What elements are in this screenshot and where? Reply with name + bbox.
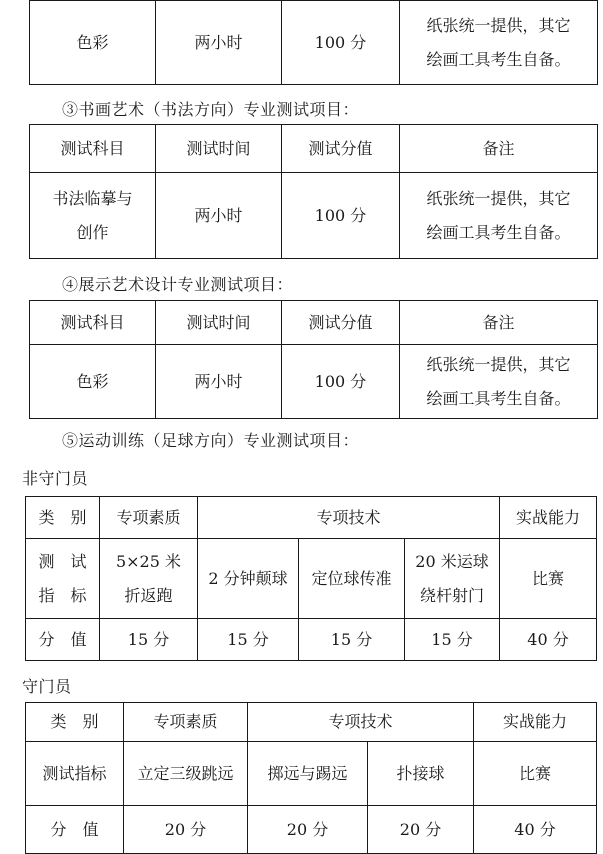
subject-cell: 书法临摹与 创作 [30, 173, 156, 259]
score-value: 15 分 [100, 619, 198, 661]
note-cell: 纸张统一提供，其它 绘画工具考生自备。 [400, 173, 598, 259]
tech-item-juggling: 2 分钟颠球 [198, 539, 299, 619]
header-subject: 测试科目 [30, 301, 156, 345]
table-section2-continued [29, 0, 598, 85]
table-goalkeeper [25, 702, 597, 854]
section3-heading: ③书画艺术（书法方向）专业测试项目： [62, 100, 360, 119]
score-value: 20 分 [368, 806, 474, 854]
score-cell: 100 分 [282, 345, 400, 419]
header-quality: 专项素质 [100, 497, 198, 539]
note-cell: 纸张统一提供，其它 绘画工具考生自备。 [400, 345, 598, 419]
time-cell: 两小时 [156, 173, 282, 259]
table-section4 [29, 300, 598, 419]
header-subject: 测试科目 [30, 125, 156, 173]
table-outfield [25, 496, 597, 661]
tech-item-catch: 扑接球 [368, 742, 474, 806]
score-value: 15 分 [299, 619, 405, 661]
time-cell: 两小时 [156, 345, 282, 419]
goalkeeper-label: 守门员 [22, 677, 72, 696]
score-value: 15 分 [405, 619, 500, 661]
header-quality: 专项素质 [124, 703, 248, 742]
header-category: 类 别 [26, 497, 100, 539]
combat-item: 比赛 [500, 539, 597, 619]
header-score: 测试分值 [282, 125, 400, 173]
outfield-label: 非守门员 [22, 469, 89, 488]
indicator-label: 测 试 指 标 [26, 539, 100, 619]
score-label: 分 值 [26, 806, 124, 854]
quality-item: 5×25 米 折返跑 [100, 539, 198, 619]
section5-heading: ⑤运动训练（足球方向）专业测试项目： [62, 431, 360, 450]
header-combat: 实战能力 [474, 703, 597, 742]
header-score: 测试分值 [282, 301, 400, 345]
tech-item-throw-kick: 掷远与踢远 [248, 742, 368, 806]
subject-cell: 色彩 [30, 345, 156, 419]
subject-cell: 色彩 [30, 1, 156, 85]
tech-item-setpiece: 定位球传准 [299, 539, 405, 619]
header-category: 类 别 [26, 703, 124, 742]
header-technique: 专项技术 [248, 703, 474, 742]
combat-item: 比赛 [474, 742, 597, 806]
score-value: 15 分 [198, 619, 299, 661]
score-label: 分 值 [26, 619, 100, 661]
time-cell: 两小时 [156, 1, 282, 85]
score-value: 20 分 [124, 806, 248, 854]
header-note: 备注 [400, 125, 598, 173]
tech-item-dribble: 20 米运球 绕杆射门 [405, 539, 500, 619]
score-cell: 100 分 [282, 1, 400, 85]
table-section3 [29, 124, 598, 259]
header-time: 测试时间 [156, 125, 282, 173]
score-value: 20 分 [248, 806, 368, 854]
score-cell: 100 分 [282, 173, 400, 259]
indicator-label: 测试指标 [26, 742, 124, 806]
header-technique: 专项技术 [198, 497, 500, 539]
header-time: 测试时间 [156, 301, 282, 345]
section4-heading: ④展示艺术设计专业测试项目： [62, 275, 294, 294]
note-cell: 纸张统一提供，其它 绘画工具考生自备。 [400, 1, 598, 85]
header-combat: 实战能力 [500, 497, 597, 539]
quality-item: 立定三级跳远 [124, 742, 248, 806]
header-note: 备注 [400, 301, 598, 345]
score-value: 40 分 [500, 619, 597, 661]
score-value: 40 分 [474, 806, 597, 854]
